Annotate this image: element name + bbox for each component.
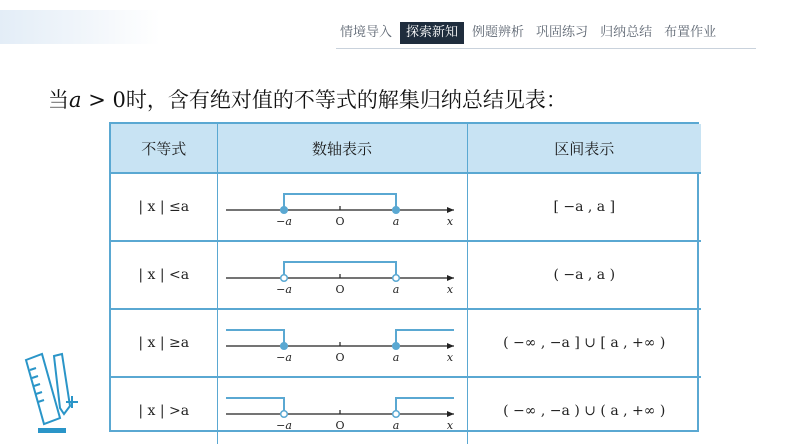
- solution-right-ray: [396, 398, 454, 414]
- label-origin: O: [335, 215, 345, 228]
- header-inequality: 不等式: [111, 124, 217, 173]
- number-line-cell: [217, 309, 467, 377]
- label-pos-a: a: [392, 419, 400, 432]
- header-interval: 区间表示: [467, 124, 701, 173]
- page-heading: [48, 84, 567, 114]
- number-line-diagram: [222, 318, 462, 368]
- inequality-cell: | x | ≤a: [138, 199, 190, 215]
- number-line-cell: [217, 241, 467, 309]
- heading-text: > 0时，含有绝对值的不等式的解集归纳总结见表：: [81, 88, 567, 112]
- axis-arrow: [447, 343, 454, 349]
- interval-cell: ( −∞ , −a ) ∪ ( a , +∞ ): [467, 377, 701, 444]
- label-x: x: [446, 419, 454, 432]
- nav-item-explore[interactable]: 探索新知: [400, 22, 464, 44]
- number-line-cell: [217, 173, 467, 241]
- table-row: [111, 309, 701, 377]
- label-origin: O: [335, 283, 345, 296]
- label-pos-a: a: [392, 283, 400, 296]
- table-row: [111, 241, 701, 309]
- label-x: x: [446, 351, 454, 364]
- top-navigation: [336, 22, 724, 44]
- label-neg-a: −a: [276, 283, 292, 296]
- interval-cell: ( −∞ , −a ] ∪ [ a , +∞ ): [467, 309, 701, 377]
- nav-item-examples[interactable]: 例题辨析: [472, 25, 525, 40]
- top-left-decoration: [0, 10, 160, 44]
- solution-right-ray: [396, 330, 454, 346]
- closed-endpoint: [393, 343, 400, 350]
- label-origin: O: [335, 419, 345, 432]
- closed-endpoint: [393, 207, 400, 214]
- number-line-diagram: [222, 182, 462, 232]
- header-number-line: 数轴表示: [217, 124, 467, 173]
- number-line-diagram: [222, 250, 462, 300]
- axis-arrow: [447, 411, 454, 417]
- nav-divider: [336, 48, 756, 49]
- interval-cell: [ −a , a ]: [467, 173, 701, 241]
- closed-endpoint: [281, 207, 288, 214]
- ruler-pencil-icon: [20, 348, 90, 438]
- label-x: x: [446, 283, 454, 296]
- inequality-cell: | x | >a: [111, 377, 217, 444]
- nav-item-homework[interactable]: 布置作业: [664, 25, 717, 40]
- label-neg-a: −a: [276, 215, 292, 228]
- number-line-diagram: [222, 386, 462, 436]
- inequality-cell: | x | ≥a: [111, 309, 217, 377]
- label-pos-a: a: [392, 215, 400, 228]
- nav-item-practice[interactable]: 巩固练习: [536, 25, 589, 40]
- label-neg-a: −a: [276, 351, 292, 364]
- open-endpoint: [393, 411, 400, 418]
- interval-cell: ( −a , a ): [467, 241, 701, 309]
- table-row: [111, 173, 701, 241]
- open-endpoint: [393, 275, 400, 282]
- closed-endpoint: [281, 343, 288, 350]
- solution-left-ray: [226, 398, 284, 414]
- label-pos-a: a: [392, 351, 400, 364]
- axis-arrow: [447, 275, 454, 281]
- label-neg-a: −a: [276, 419, 292, 432]
- solution-left-ray: [226, 330, 284, 346]
- nav-item-intro[interactable]: 情境导入: [340, 25, 393, 40]
- heading-variable: a: [69, 88, 82, 112]
- open-endpoint: [281, 275, 288, 282]
- open-endpoint: [281, 411, 288, 418]
- summary-table: [109, 122, 699, 432]
- table-row: [111, 377, 701, 444]
- label-origin: O: [335, 351, 345, 364]
- nav-item-summary[interactable]: 归纳总结: [600, 25, 653, 40]
- heading-prefix: 当: [48, 88, 69, 112]
- inequality-cell: | x | <a: [111, 241, 217, 309]
- number-line-cell: [217, 377, 467, 444]
- label-x: x: [446, 215, 454, 228]
- axis-arrow: [447, 207, 454, 213]
